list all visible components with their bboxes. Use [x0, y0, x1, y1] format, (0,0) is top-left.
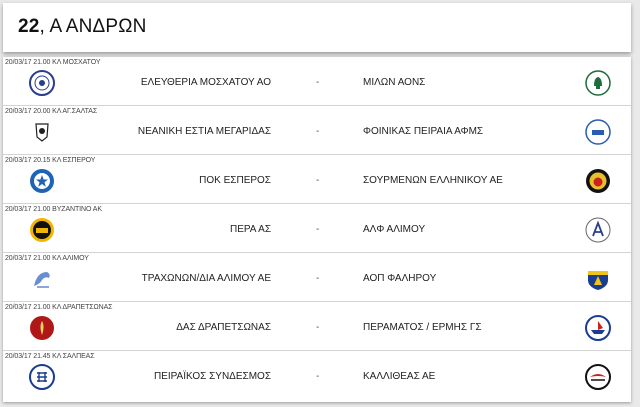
match-row[interactable] [3, 302, 631, 351]
home-team-logo-icon [29, 315, 55, 341]
match-row[interactable] [3, 106, 631, 155]
home-team-name: ΠΟΚ ΕΣΠΕΡΟΣ [199, 175, 271, 186]
away-team-name: ΚΑΛΛΙΘΕΑΣ ΑΕ [363, 371, 436, 382]
away-team-logo-icon [585, 266, 611, 292]
round-number: 22 [18, 16, 40, 37]
home-team-logo-icon [29, 217, 55, 243]
away-team-logo-icon [585, 119, 611, 145]
away-team-logo-icon [585, 70, 611, 96]
match-date-venue: 20/03/17 21.00 ΚΛ ΜΟΣΧΑΤΟΥ [5, 59, 101, 66]
home-team-logo-icon [29, 119, 55, 145]
home-team-name: ΠΕΙΡΑΪΚΟΣ ΣΥΝΔΕΣΜΟΣ [153, 371, 271, 382]
match-list [3, 57, 631, 402]
away-team-name: ΠΕΡΑΜΑΤΟΣ / ΕΡΜΗΣ ΓΣ [363, 322, 482, 333]
away-team-name: ΜΙΛΩΝ ΑΟΝΣ [363, 77, 426, 88]
home-team-logo-icon [29, 364, 55, 390]
home-team-logo-icon [29, 266, 55, 292]
match-row[interactable] [3, 351, 631, 402]
away-team-name: ΦΟΙΝΙΚΑΣ ΠΕΙΡΑΙΑ ΑΦΜΣ [363, 126, 484, 137]
match-date-venue: 20/03/17 21.45 ΚΛ ΣΑΛΠΕΑΣ [5, 353, 95, 360]
home-team-logo-icon [29, 70, 55, 96]
away-team-logo-icon [585, 315, 611, 341]
match-row[interactable] [3, 204, 631, 253]
score-separator: - [316, 77, 320, 88]
match-row[interactable] [3, 155, 631, 204]
page-title [18, 16, 147, 38]
away-team-name: ΣΟΥΡΜΕΝΩΝ ΕΛΛΗΝΙΚΟΥ ΑΕ [363, 175, 503, 186]
home-team-name: ΠΕΡΑ ΑΣ [229, 224, 271, 235]
match-date-venue: 20/03/17 21.00 ΚΛ ΔΡΑΠΕΤΣΩΝΑΣ [5, 304, 113, 311]
match-date-venue: 20/03/17 21.00 ΚΛ ΑΛΙΜΟΥ [5, 255, 89, 262]
away-team-logo-icon [585, 168, 611, 194]
match-date-venue: 20/03/17 21.00 ΒΥΖΑΝΤΙΝΟ ΑΚ [5, 206, 102, 213]
away-team-logo-icon [585, 217, 611, 243]
away-team-logo-icon [585, 364, 611, 390]
score-separator: - [316, 322, 320, 333]
match-row[interactable] [3, 253, 631, 302]
score-separator: - [316, 175, 320, 186]
home-team-name: ΝΕΑΝΙΚΗ ΕΣΤΙΑ ΜΕΓΑΡΙΔΑΣ [137, 126, 271, 137]
away-team-name: ΑΛΦ ΑΛΙΜΟΥ [363, 224, 426, 235]
page-header [3, 3, 631, 52]
home-team-name: ΕΛΕΥΘΕΡΙΑ ΜΟΣΧΑΤΟΥ ΑΟ [140, 77, 271, 88]
home-team-name: ΔΑΣ ΔΡΑΠΕΤΣΩΝΑΣ [176, 322, 271, 333]
home-team-name: ΤΡΑΧΩΝΩΝ/ΔΙΑ ΑΛΙΜΟΥ ΑΕ [141, 273, 271, 284]
score-separator: - [316, 224, 320, 235]
score-separator: - [316, 273, 320, 284]
match-date-venue: 20/03/17 20.15 ΚΛ ΕΣΠΕΡΟΥ [5, 157, 96, 164]
score-separator: - [316, 371, 320, 382]
match-date-venue: 20/03/17 20.00 ΚΛ ΑΓ.ΣΑΛΤΑΣ [5, 108, 98, 115]
score-separator: - [316, 126, 320, 137]
league-title: , Α ΑΝΔΡΩΝ [39, 16, 147, 37]
match-row[interactable] [3, 57, 631, 106]
away-team-name: ΑΟΠ ΦΑΛΗΡΟΥ [363, 273, 437, 284]
home-team-logo-icon [29, 168, 55, 194]
